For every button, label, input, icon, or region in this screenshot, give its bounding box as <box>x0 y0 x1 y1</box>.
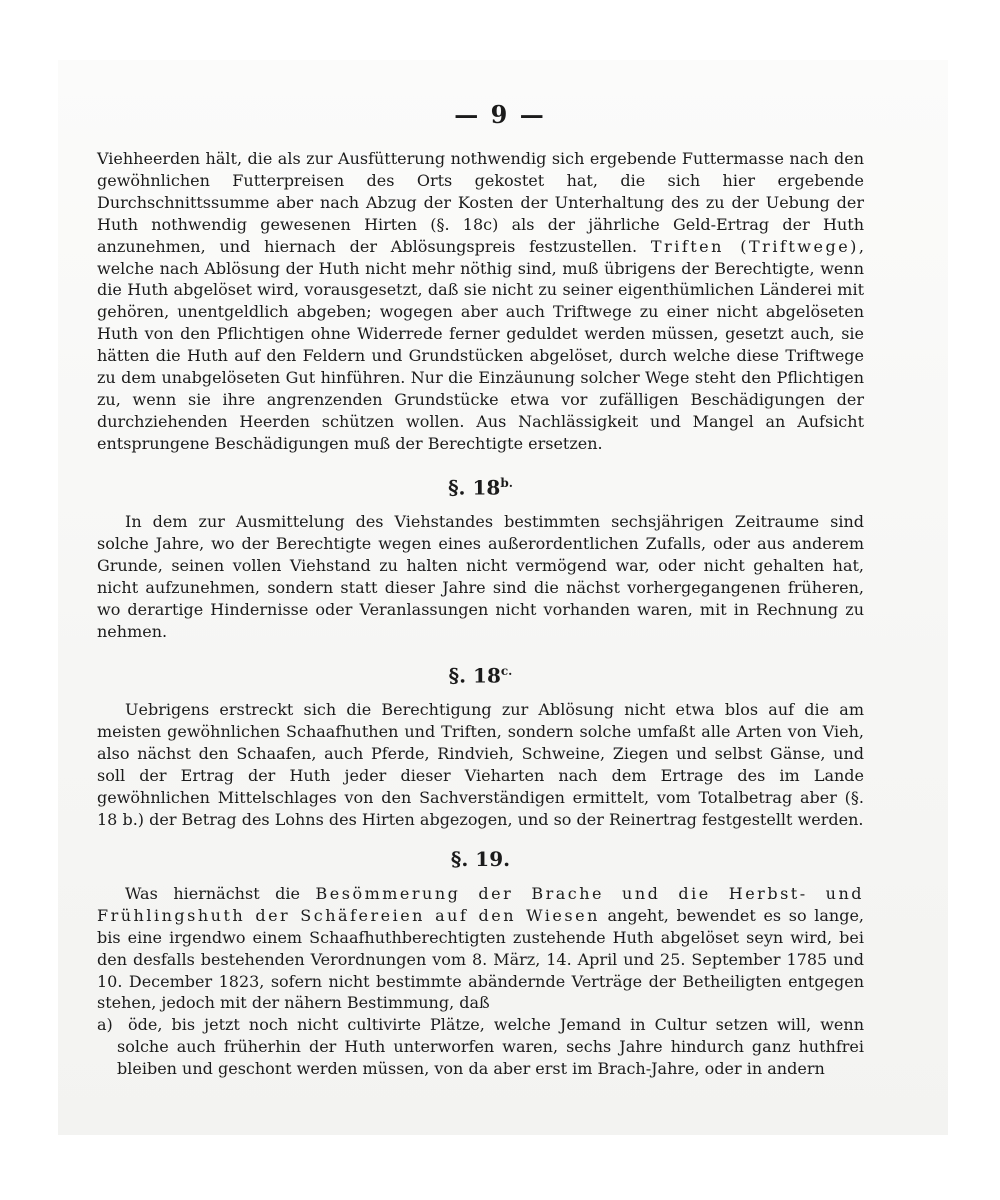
body-text <box>97 148 864 1080</box>
section-18b-label: §. 18 <box>448 475 501 500</box>
section-18b-sup: b. <box>500 475 513 490</box>
section-19-heading <box>97 847 864 871</box>
paragraph-4-part-a: Was hiernächst die <box>125 883 316 903</box>
paragraph-4-part-b: angeht, bewendet es so lange, bis eine irgendwo einem Schaafhuthberechtigten zustehende Huth abgelöset seyn wird, bei den desfalls bestehenden Verordnungen vom 8. März, 14. April und 25. September 1785 und 10. December 1823, sofern nicht bestimmte abändernde Verträge der Betheiligten entgegen stehen, jedoch mit der nähern Bestimmung, daß <box>97 905 864 1013</box>
section-18c-label: §. 18 <box>448 663 501 688</box>
list-item-a <box>97 1014 864 1080</box>
enumeration-list <box>97 1014 864 1080</box>
list-item-a-text: öde, bis jetzt noch nicht cultivirte Plätze, welche Jemand in Cultur setzen will, wenn solche auch früherhin der Huth unterworfen waren, sechs Jahre hindurch ganz huthfrei bleiben und geschont werden müssen, von da aber erst im Brach-Jahre, oder in andern <box>117 1015 864 1079</box>
list-item-a-label: a) <box>97 1015 113 1035</box>
paragraph-1-part-b: , welche nach Ablösung der Huth nicht mehr nöthig sind, muß übrigens der Berechtigte, wenn die Huth abgelöset wird, vorausgesetzt, daß sie nicht zu seiner eigenthümlichen Länderei mit gehören, unentgeldlich abgeben; wogegen aber auch Triftwege zu einer nicht abgelöseten Huth von den Pflichtigen ohne Widerrede ferner geduldet werden müssen, gesetzt auch, sie hätten die Huth auf den Feldern und Grundstücken abgelöset, durch welche diese Triftwege zu dem unabgelöseten Gut hinführen. Nur die Einzäunung solcher Wege steht den Pflichtigen zu, wenn sie ihre angrenzenden Grundstücke etwa vor zufälligen Beschädigungen der durchziehenden Heerden schützen wollen. Aus Nachlässigkeit und Mangel an Aufsicht entsprungene Beschädigungen muß der Berechtigte ersetzen. <box>97 236 865 453</box>
section-19-label: §. 19. <box>450 846 511 871</box>
paragraph-1 <box>97 148 864 455</box>
page-number: — 9 — <box>454 100 546 129</box>
section-18c-heading <box>97 659 864 688</box>
paragraph-1-spaced: Triften (Triftwege) <box>650 236 859 256</box>
paragraph-4-spaced: Besömmerung der Brache und die Herbst- und Frühlingshuth der Schäfereien auf den Wiesen <box>97 883 864 925</box>
paragraph-2: In dem zur Ausmittelung des Viehstandes bestimmten sechsjährigen Zeitraume sind solche Jahre, wo der Berechtigte wegen eines außerordentlichen Zufalls, oder aus anderem Grunde, seinen vollen Viehstand zu halten nicht vermögend war, oder nicht gehalten hat, nicht aufzunehmen, sondern statt dieser Jahre sind die nächst vorhergegangenen früheren, wo derartige Hindernisse oder Veranlassungen nicht vorhanden waren, mit in Rechnung zu nehmen. <box>97 512 864 641</box>
paragraph-1-part-a: Viehheerden hält, die als zur Ausfütterung nothwendig sich ergebende Futtermasse nach den gewöhnlichen Futterpreisen des Orts gekostet hat, die sich hier ergebende Durchschnittssumme aber nach Abzug der Kosten der Unterhaltung des zu der Uebung der Huth nothwendig gewesenen Hirten (§. 18c) als der jährliche Geld-Ertrag der Huth anzunehmen, und hiernach der Ablösungspreis festzustellen. <box>97 149 864 256</box>
section-18b-heading <box>97 471 864 500</box>
paragraph-4 <box>97 883 864 1014</box>
section-18c-sup: c. <box>500 663 513 678</box>
paragraph-3: Uebrigens erstreckt sich die Berechtigung zur Ablösung nicht etwa blos auf die am meisten gewöhnlichen Schaafhuthen und Triften, sondern solche umfaßt alle Arten von Vieh, also nächst den Schaafen, auch Pferde, Rindvieh, Schweine, Ziegen und selbst Gänse, und soll der Ertrag der Huth jeder dieser Vieharten nach dem Ertrage des im Lande gewöhnlichen Mittelschlages von den Sachverständigen ermittelt, vom Totalbetrag aber (§. 18 b.) der Betrag des Lohns des Hirten abgezogen, und so der Reinertrag festgestellt werden. <box>97 700 864 829</box>
